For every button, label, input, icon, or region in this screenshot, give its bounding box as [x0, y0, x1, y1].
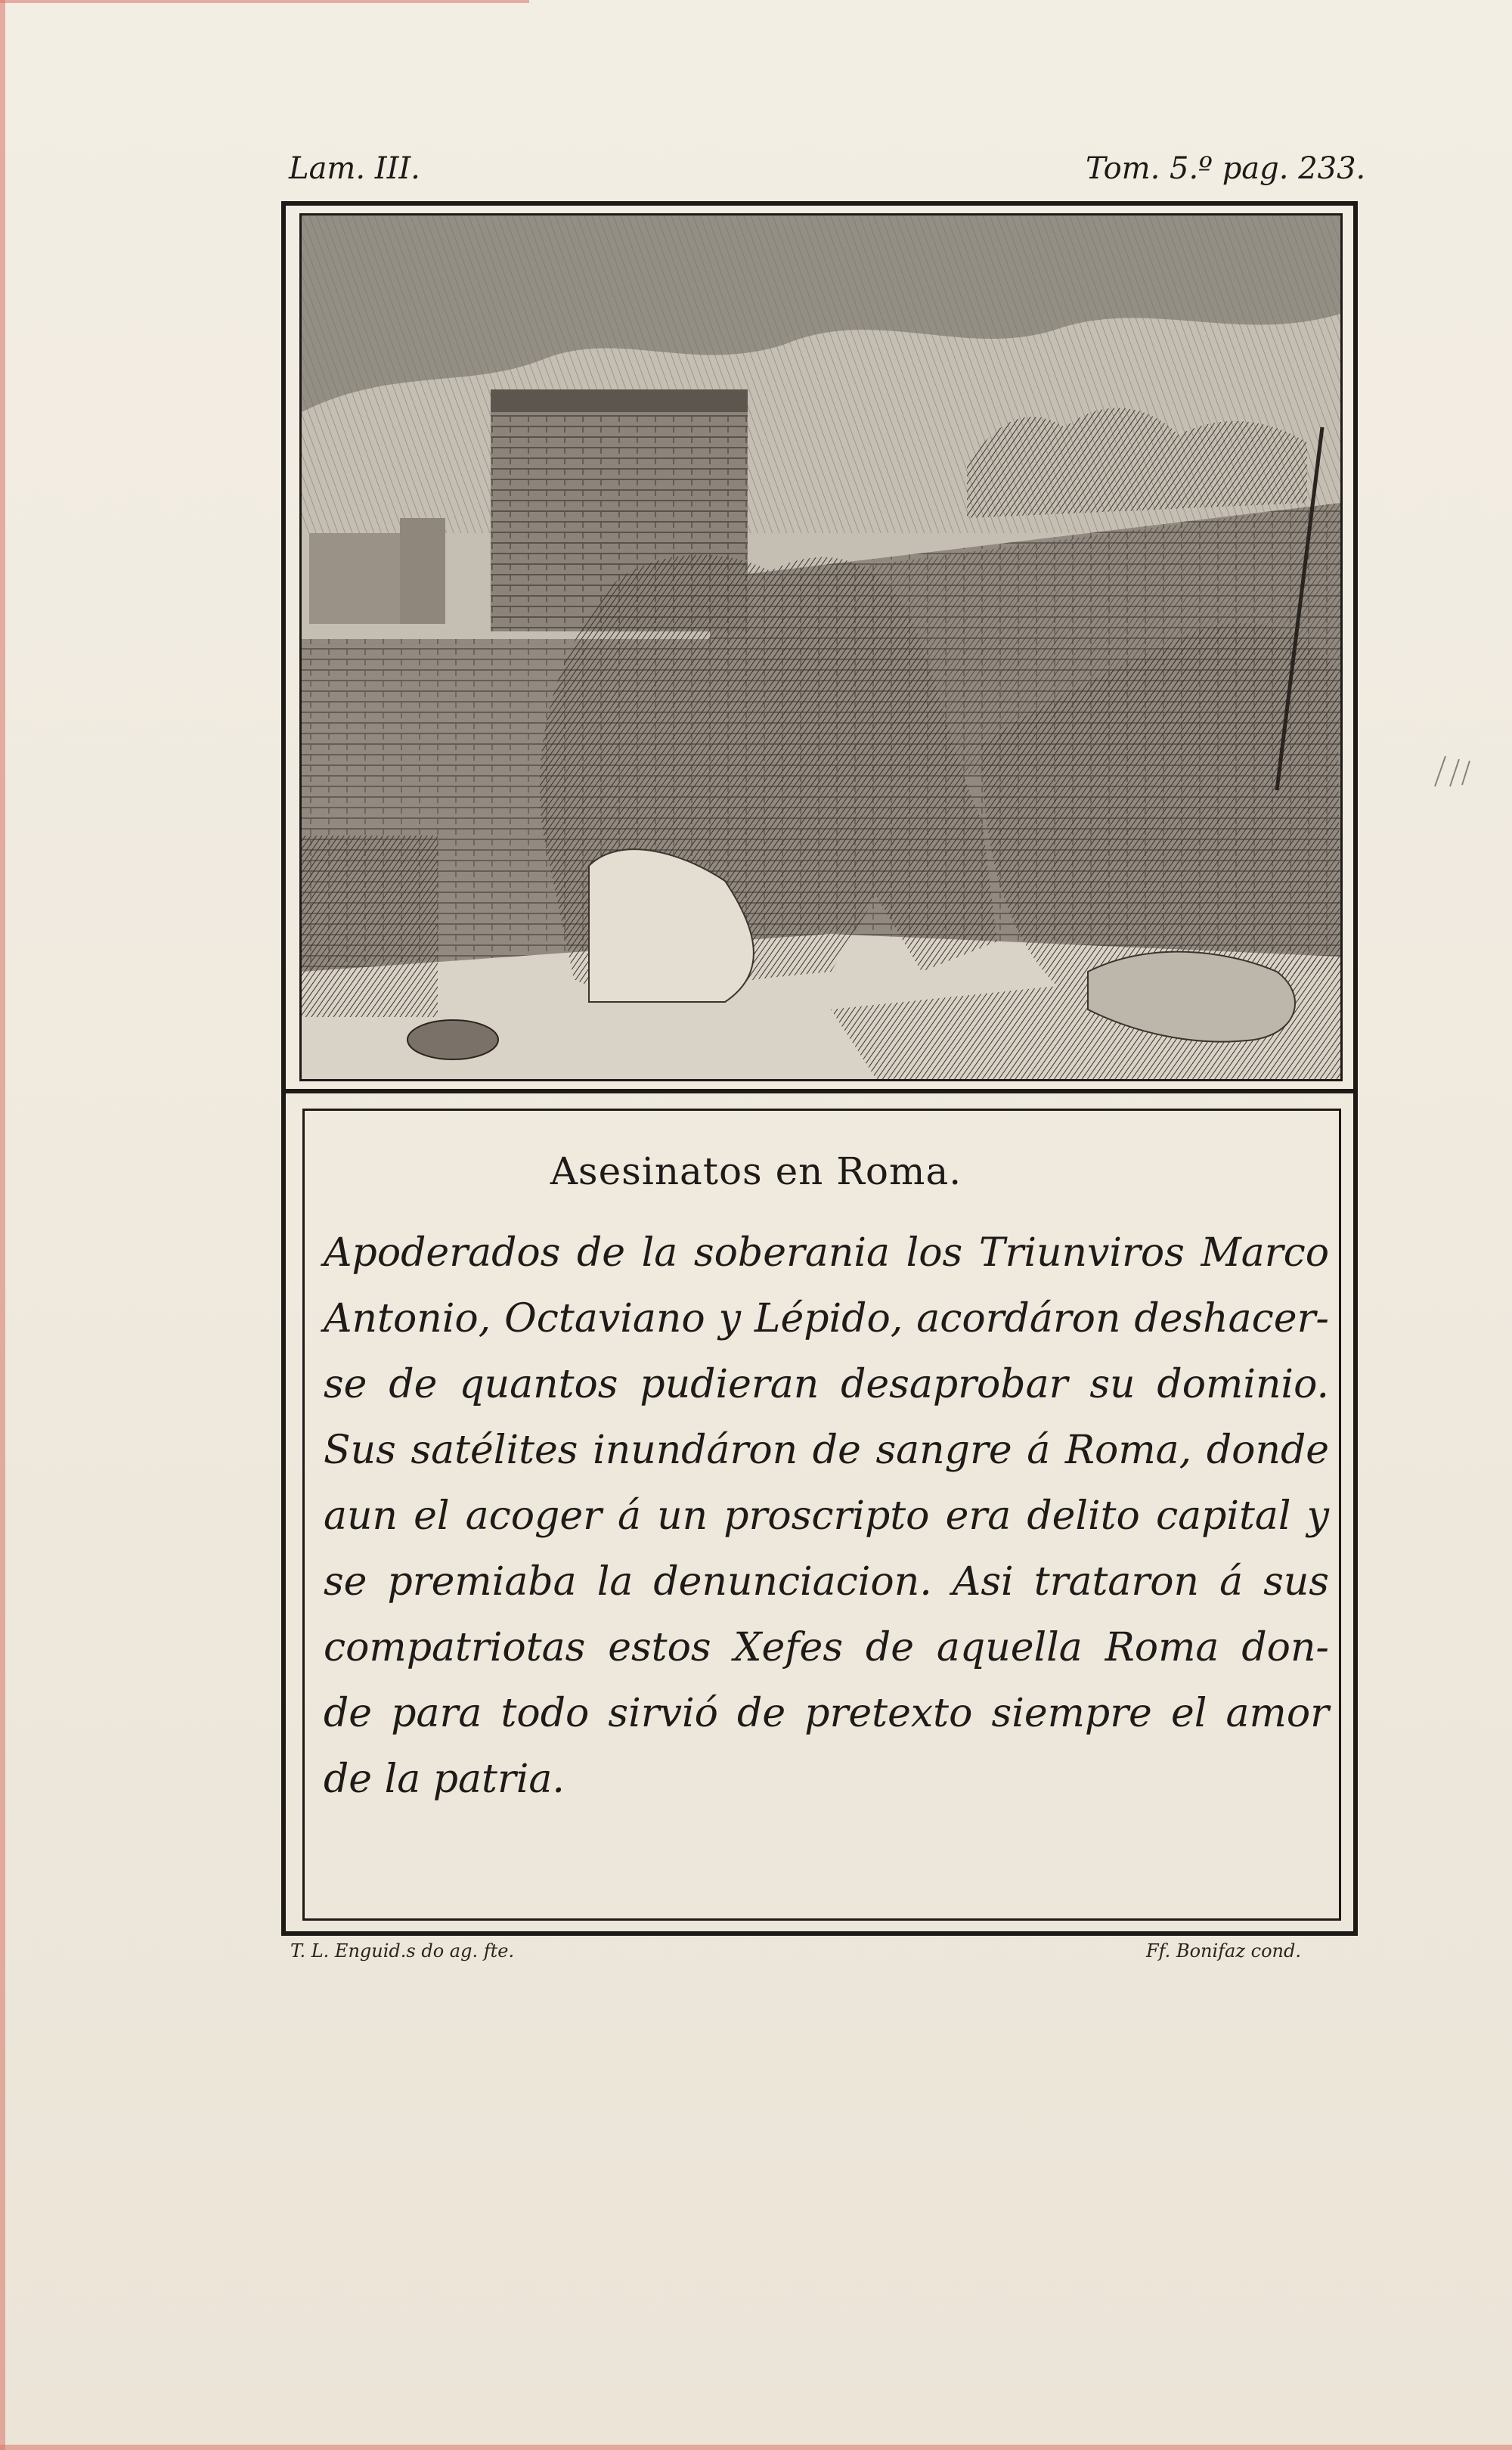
caption-line: de la patria.	[324, 1757, 565, 1802]
overturned-vase	[407, 1020, 498, 1059]
caption-body	[324, 1220, 1329, 1813]
caption-title: Asesinatos en Roma.	[550, 1149, 962, 1193]
caption-line: compatriotas estos Xefes de aquella Roma don-	[324, 1625, 1329, 1670]
director-credit: Ff. Bonifaz cond.	[1146, 1940, 1301, 1962]
plate-number: Lam. III.	[289, 151, 420, 186]
distant-city-left	[309, 533, 400, 624]
volume-page-reference: Tom. 5.º pag. 233.	[1086, 151, 1366, 186]
caption-line: se premiaba la denunciacion. Asi trataron á sus	[324, 1559, 1329, 1605]
caption-line: de para todo sirvió de pretexto siempre el amor	[324, 1691, 1329, 1736]
tower-battlements	[491, 389, 748, 412]
caption-line: aun el acoger á un proscripto era delito capital y	[324, 1493, 1329, 1539]
figures-on-wall-top	[967, 408, 1307, 518]
caption-line: Sus satélites inundáron de sangre á Roma, donde	[324, 1428, 1329, 1473]
caption-line: Antonio, Octaviano y Lépido, acordáron deshacer-	[324, 1296, 1329, 1341]
distant-city-building	[400, 518, 445, 624]
bottom-red-edge	[0, 2445, 1512, 2450]
engraving-picture	[299, 213, 1343, 1081]
stone-block-left	[302, 836, 438, 1017]
frame-separator	[284, 1089, 1355, 1093]
caption-line: Apoderados de la soberania los Triunviros Marco	[324, 1230, 1329, 1276]
caption-line: se de quantos pudieran desaprobar su dominio.	[324, 1362, 1329, 1407]
engraver-credit: T. L. Enguid.s do ag. fte.	[290, 1940, 515, 1962]
top-red-edge	[0, 0, 529, 3]
left-red-edge	[0, 0, 5, 2450]
engraving-illustration	[302, 216, 1340, 1079]
pencil-mark-icon	[1429, 749, 1474, 794]
